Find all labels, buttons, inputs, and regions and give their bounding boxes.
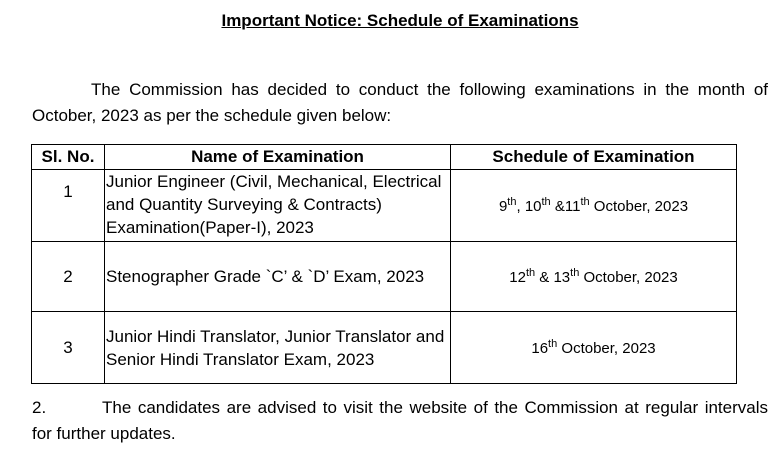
row-sl-no: 1 bbox=[32, 170, 105, 242]
paragraph-number: 2. bbox=[32, 398, 47, 417]
col-header-schedule: Schedule of Examination bbox=[451, 145, 737, 170]
row-schedule bbox=[451, 312, 737, 384]
paragraph-2 bbox=[32, 395, 768, 447]
schedule-day: 11 bbox=[564, 198, 581, 215]
schedule-month: October, 2023 bbox=[579, 269, 678, 286]
row-sl-no: 2 bbox=[32, 242, 105, 312]
ordinal-suffix: th bbox=[570, 267, 580, 279]
exam-schedule-table bbox=[31, 144, 737, 384]
ordinal-suffix: th bbox=[507, 196, 517, 208]
col-header-exam-name: Name of Examination bbox=[105, 145, 451, 170]
ordinal-suffix: th bbox=[541, 196, 551, 208]
schedule-day: 12 bbox=[509, 269, 526, 286]
schedule-day: 9 bbox=[498, 198, 508, 215]
row-sl-no: 3 bbox=[32, 312, 105, 384]
row-exam-name: Junior Engineer (Civil, Mechanical, Electrical and Quantity Surveying & Contracts) Examination(Paper-I), 2023 bbox=[105, 170, 451, 242]
paragraph-2-text: The candidates are advised to visit the website of the Commission at regular intervals for further updates. bbox=[32, 398, 768, 443]
table-row bbox=[32, 170, 737, 242]
row-exam-name: Junior Hindi Translator, Junior Translator and Senior Hindi Translator Exam, 2023 bbox=[105, 312, 451, 384]
schedule-month: October, 2023 bbox=[589, 198, 689, 215]
ordinal-suffix: th bbox=[525, 267, 536, 279]
schedule-month: October, 2023 bbox=[557, 340, 656, 357]
ordinal-suffix: th bbox=[548, 338, 558, 350]
schedule-separator: & bbox=[550, 198, 565, 215]
table-header-row bbox=[32, 145, 737, 170]
schedule-separator: , bbox=[516, 198, 525, 215]
row-schedule bbox=[451, 170, 737, 242]
table-row bbox=[32, 242, 737, 312]
schedule-day: 10 bbox=[524, 198, 542, 215]
schedule-separator: & bbox=[535, 269, 554, 286]
intro-paragraph: The Commission has decided to conduct the following examinations in the month of October, 2023 as per the schedule given below: bbox=[32, 80, 768, 125]
schedule-day: 16 bbox=[531, 340, 549, 357]
table-row bbox=[32, 312, 737, 384]
row-schedule bbox=[451, 242, 737, 312]
col-header-sl-no: Sl. No. bbox=[32, 145, 105, 170]
schedule-day: 13 bbox=[553, 269, 571, 286]
row-exam-name: Stenographer Grade `C’ & `D’ Exam, 2023 bbox=[105, 242, 451, 312]
ordinal-suffix: th bbox=[580, 196, 590, 208]
notice-title: Important Notice: Schedule of Examinations bbox=[221, 11, 579, 30]
